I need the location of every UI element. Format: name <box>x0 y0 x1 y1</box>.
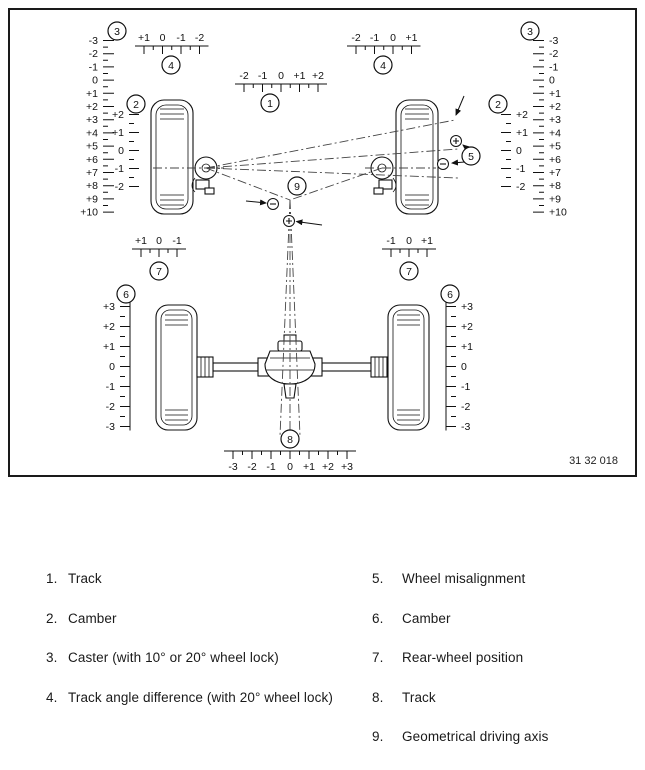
scale-label: 0 <box>92 74 98 87</box>
scale-label: +4 <box>86 127 98 140</box>
scale-label: +2 <box>322 461 334 473</box>
legend-item-label: Track <box>402 689 436 705</box>
scale-label: -1 <box>386 235 396 247</box>
legend-item-track-front <box>46 572 368 587</box>
scale-label: -2 <box>88 48 98 61</box>
callout-5 <box>462 147 480 165</box>
scale-label: +1 <box>103 341 115 353</box>
scale-label: 0 <box>156 235 162 247</box>
scale-label: +1 <box>303 461 315 473</box>
callout-1 <box>261 94 279 112</box>
scale-label: +2 <box>103 321 115 333</box>
legend-item-number: 3. <box>46 650 58 665</box>
scale-label: +1 <box>421 235 433 247</box>
scale-label: +2 <box>516 109 528 121</box>
scale-label: 0 <box>109 361 115 373</box>
scale-label: -3 <box>461 421 471 433</box>
scale-label: +1 <box>461 341 473 353</box>
scale-label: -1 <box>461 381 471 393</box>
scale-label: +5 <box>86 140 98 153</box>
scale-label: -1 <box>369 32 380 44</box>
scale-label: 0 <box>461 361 467 373</box>
figure-reference-number: 31 32 018 <box>569 455 618 467</box>
callout-6-right <box>441 285 459 303</box>
legend-item-number: 6. <box>372 610 384 626</box>
legend-item-label: Camber <box>402 610 451 626</box>
legend-left-column <box>46 572 368 730</box>
scale-label: +7 <box>86 167 98 179</box>
scale-label: +1 <box>135 235 147 247</box>
callout-2-left <box>127 95 145 113</box>
svg-text:3: 3 <box>114 25 120 38</box>
svg-text:6: 6 <box>123 288 129 301</box>
scale-label: +5 <box>549 140 561 153</box>
legend-item-number: 5. <box>372 571 384 586</box>
callout-3-right <box>521 22 539 40</box>
svg-text:1: 1 <box>267 97 273 110</box>
scale-label: 0 <box>118 145 124 157</box>
scale-label: -2 <box>105 401 115 413</box>
svg-text:7: 7 <box>406 265 412 278</box>
rear-position-right-labels <box>386 235 433 247</box>
legend-item-number: 9. <box>372 729 384 744</box>
scale-label: +2 <box>112 109 124 121</box>
minus-circle-icon <box>268 199 279 210</box>
legend-item-camber-front <box>46 612 368 627</box>
legend-item-number: 7. <box>372 650 384 665</box>
scale-label: -1 <box>114 163 124 175</box>
alignment-figure <box>8 8 637 477</box>
scale-label: 0 <box>287 461 293 473</box>
svg-text:4: 4 <box>380 59 386 72</box>
callout-2-right <box>489 95 507 113</box>
svg-text:9: 9 <box>294 180 300 193</box>
scale-label: +1 <box>112 127 124 139</box>
svg-text:7: 7 <box>156 265 162 278</box>
rear-position-left-labels <box>135 235 182 247</box>
scale-label: +3 <box>461 301 473 313</box>
legend-item-label: Camber <box>68 610 117 626</box>
scale-label: +10 <box>549 206 567 219</box>
scale-label: -2 <box>239 70 249 82</box>
svg-text:4: 4 <box>168 59 174 72</box>
legend-item-number: 4. <box>46 689 58 705</box>
scale-label: -2 <box>114 181 124 193</box>
svg-text:2: 2 <box>133 98 139 111</box>
scale-label: +7 <box>549 167 561 179</box>
callout-4-right <box>374 56 392 74</box>
scale-label: -2 <box>194 32 205 44</box>
legend-item-track-rear <box>372 691 634 706</box>
legend-right-column <box>372 572 634 770</box>
scale-label: 0 <box>278 70 284 82</box>
scale-label: -1 <box>105 381 115 393</box>
scale-label: -3 <box>88 35 98 47</box>
scale-label: +3 <box>103 301 115 313</box>
legend-item-track-angle-difference <box>46 691 368 706</box>
legend-item-wheel-misalignment <box>372 572 634 587</box>
scale-label: -2 <box>351 32 361 44</box>
scale-label: +2 <box>86 101 98 113</box>
scale-label: +1 <box>138 32 150 44</box>
scale-label: -2 <box>247 461 257 473</box>
scale-label: +4 <box>549 127 561 140</box>
callout-8 <box>281 430 299 448</box>
callout-9 <box>288 177 306 195</box>
svg-text:2: 2 <box>495 98 501 111</box>
minus-circle-icon <box>438 159 449 170</box>
scale-label: -1 <box>172 235 182 247</box>
legend-item-label: Geometrical driving axis <box>402 729 549 744</box>
scale-label: +1 <box>405 32 418 44</box>
scale-label: +6 <box>549 153 561 166</box>
scale-label: 0 <box>390 32 396 44</box>
scale-label: -2 <box>516 181 526 193</box>
scale-label: 0 <box>406 235 412 247</box>
scale-label: -3 <box>105 421 115 433</box>
callout-3-left <box>108 22 126 40</box>
scale-label: +2 <box>549 101 561 113</box>
scale-label: -1 <box>516 163 526 175</box>
svg-text:3: 3 <box>527 25 533 38</box>
scale-label: +8 <box>549 180 561 193</box>
scale-label: +2 <box>461 321 473 333</box>
scale-label: +1 <box>293 70 306 82</box>
scale-label: 0 <box>549 74 555 87</box>
scale-label: +3 <box>341 461 353 473</box>
callout-6-left <box>117 285 135 303</box>
scale-label: +1 <box>86 87 98 100</box>
scale-label: +1 <box>516 127 528 139</box>
legend-item-label: Track angle difference (with 20° wheel lock) <box>68 689 333 705</box>
scale-label: -1 <box>549 61 559 74</box>
rear-right-wheel <box>388 305 429 430</box>
legend-item-label: Rear-wheel position <box>402 650 524 665</box>
callout-7-left <box>150 262 168 280</box>
legend-item-caster <box>46 651 368 666</box>
scale-label: -1 <box>88 61 98 74</box>
legend-item-number: 2. <box>46 610 58 626</box>
legend-item-number: 8. <box>372 689 384 705</box>
svg-text:5: 5 <box>468 150 474 163</box>
scale-label: -1 <box>257 70 268 82</box>
scale-label: -3 <box>549 35 559 47</box>
scale-label: -2 <box>461 401 471 413</box>
callout-4-left <box>162 56 180 74</box>
scale-label: +8 <box>86 180 98 193</box>
legend-item-camber-rear <box>372 612 634 627</box>
scale-label: 0 <box>516 145 522 157</box>
callout-7-right <box>400 262 418 280</box>
alignment-diagram <box>8 8 637 477</box>
scale-label: +10 <box>80 206 98 219</box>
scale-label: +2 <box>312 70 324 82</box>
scale-label: +9 <box>549 193 561 206</box>
legend-item-label: Caster (with 10° or 20° wheel lock) <box>68 650 279 665</box>
legend-item-label: Wheel misalignment <box>402 571 526 586</box>
legend-item-label: Track <box>68 571 102 586</box>
plus-circle-icon <box>284 216 295 227</box>
plus-circle-icon <box>451 136 462 147</box>
scale-label: +3 <box>86 114 98 127</box>
scale-label: +1 <box>549 87 561 100</box>
scale-label: -3 <box>228 461 238 473</box>
legend-item-number: 1. <box>46 571 58 586</box>
scale-label: -2 <box>549 48 559 61</box>
scale-label: -1 <box>176 32 186 44</box>
legend-item-geometrical-driving-axis <box>372 730 634 745</box>
svg-text:8: 8 <box>287 433 293 446</box>
legend-item-rear-wheel-position <box>372 651 634 666</box>
rear-left-wheel <box>156 305 197 430</box>
scale-label: +3 <box>549 114 561 127</box>
scale-label: +9 <box>86 193 98 206</box>
scale-label: -1 <box>266 461 276 473</box>
scale-label: +6 <box>86 153 98 166</box>
svg-text:6: 6 <box>447 288 453 301</box>
scale-label: 0 <box>159 32 166 44</box>
